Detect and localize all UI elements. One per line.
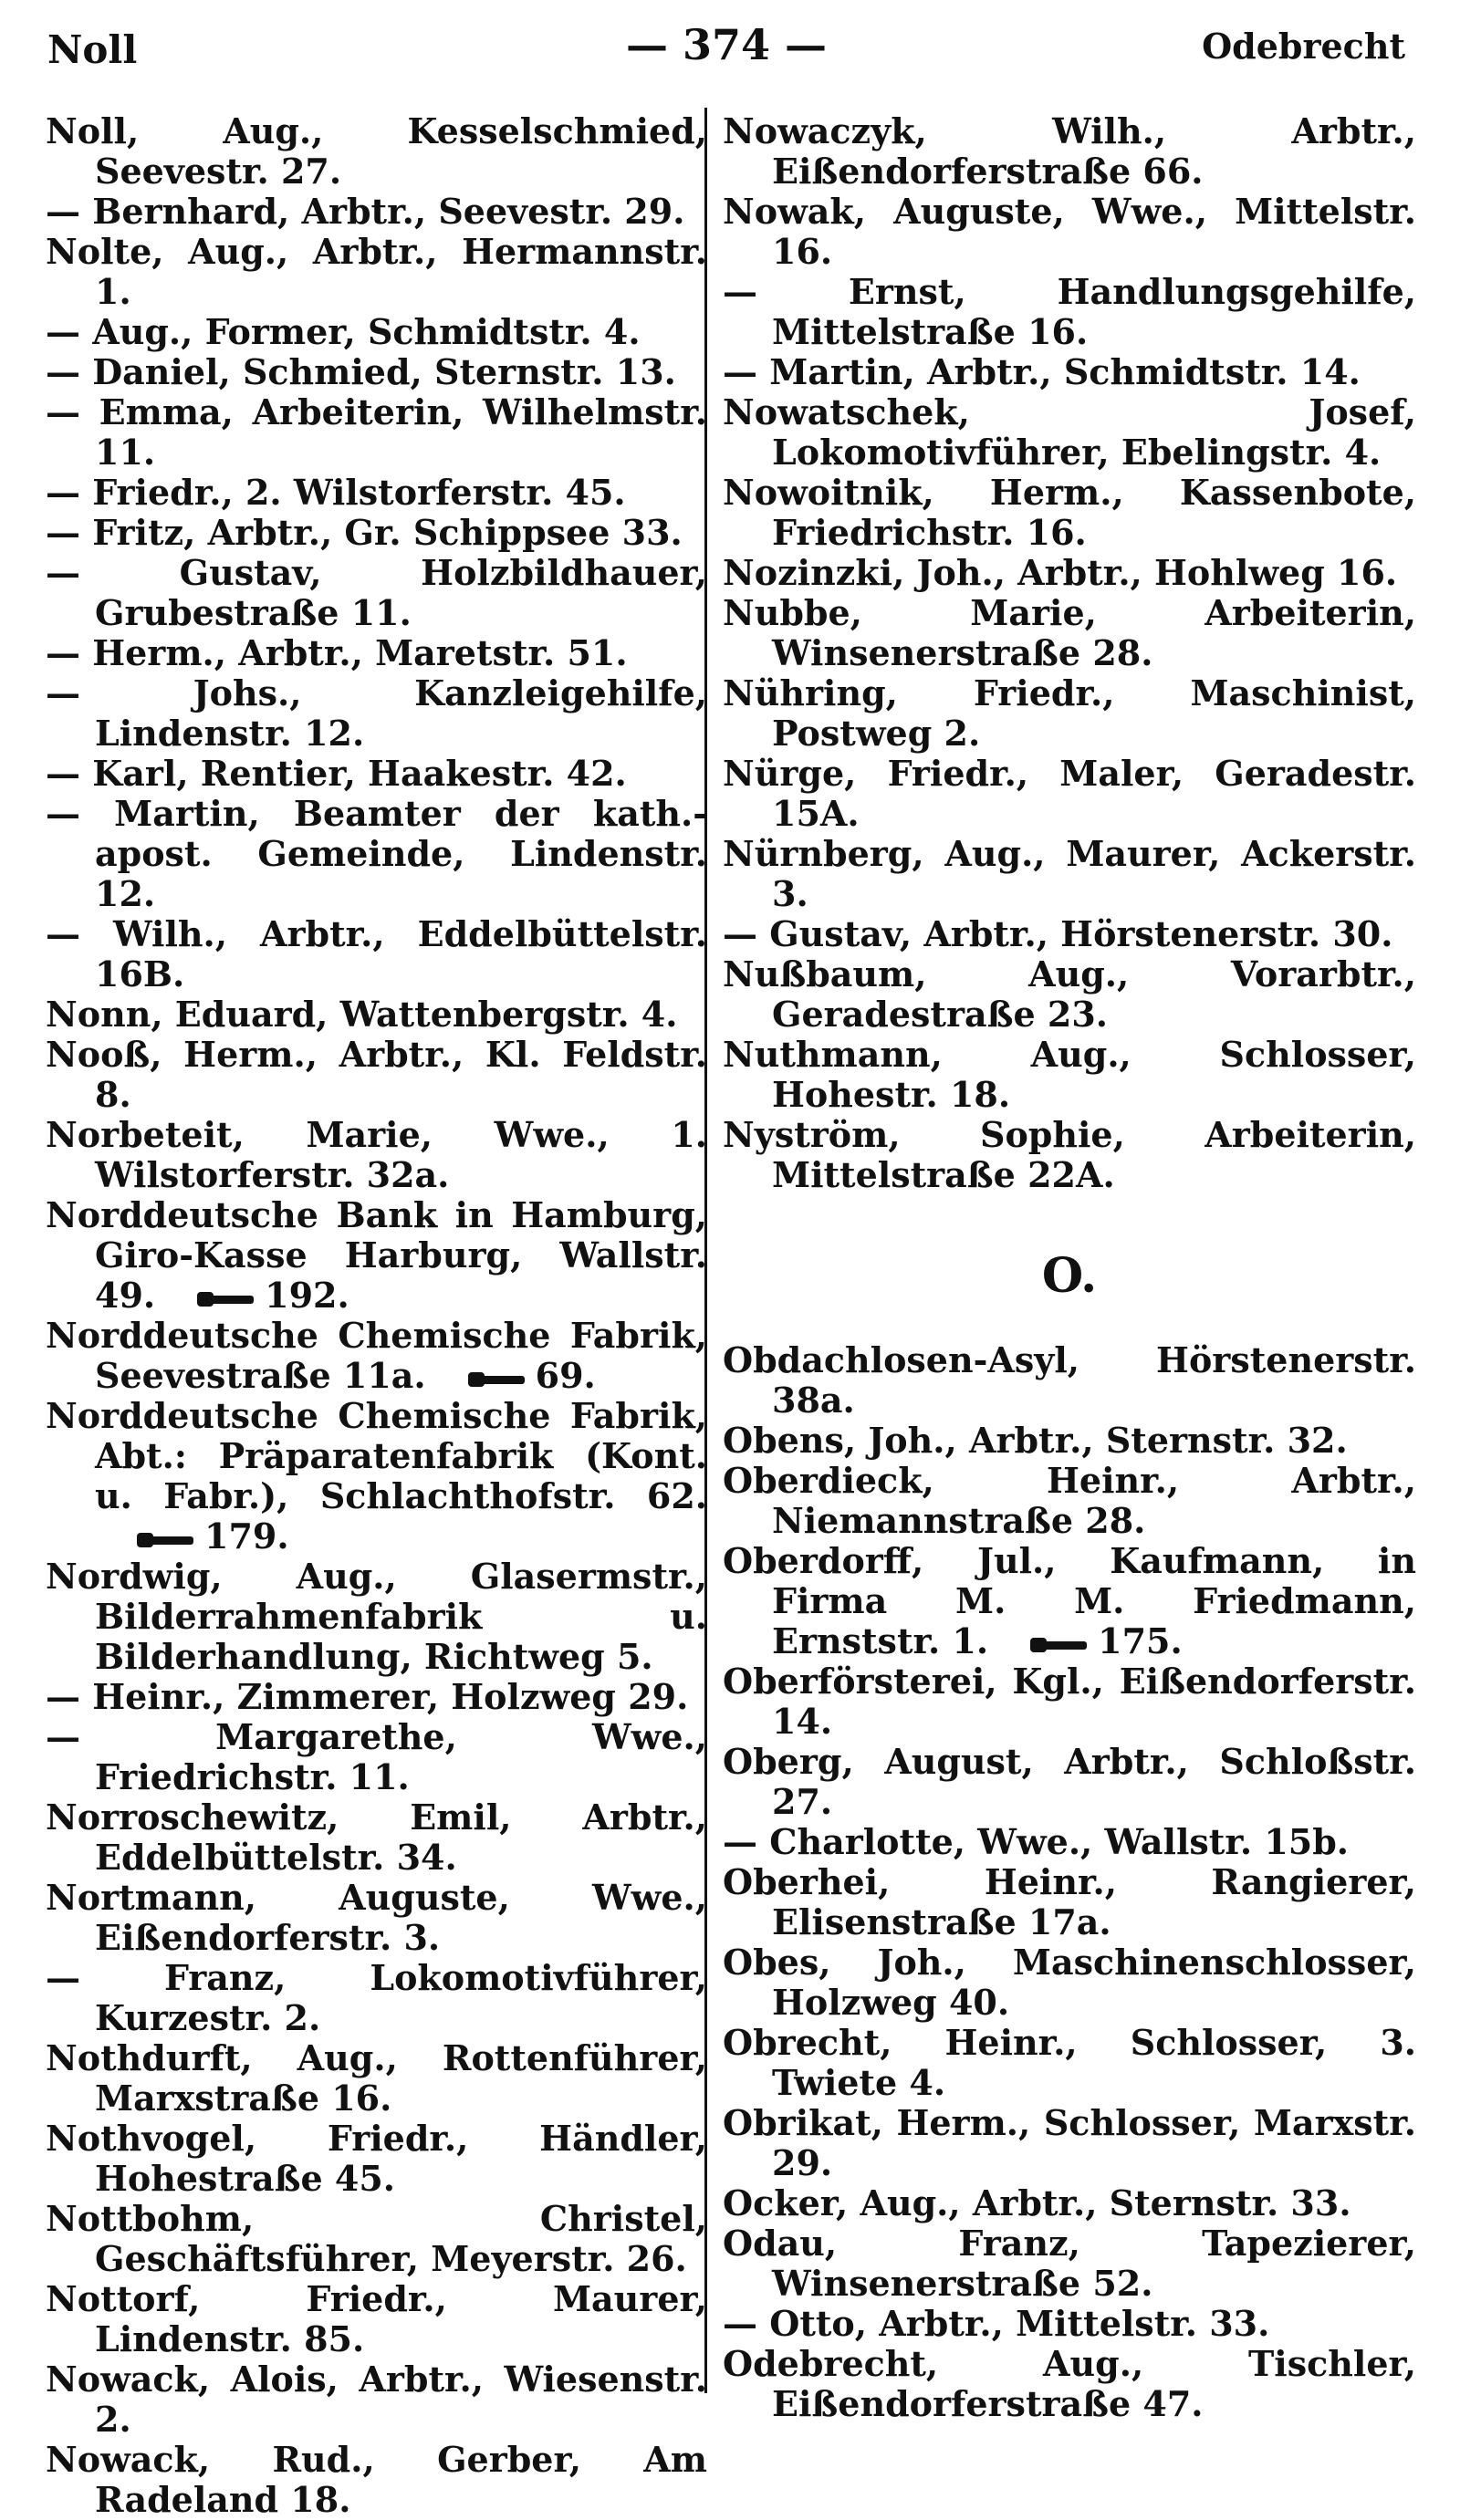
telephone-number: 192.: [265, 1275, 349, 1316]
entry-text: — Otto, Arbtr., Mittelstr. 33.: [723, 2303, 1270, 2344]
entry-text: Norbeteit, Marie, Wwe., 1. Wilstorferstr. 32a.: [46, 1114, 707, 1195]
directory-entry: [723, 593, 1416, 673]
telephone-icon: [1030, 1635, 1087, 1655]
directory-entry: [46, 1195, 707, 1316]
directory-entry: [723, 1541, 1416, 1661]
directory-entry: [46, 473, 707, 513]
telephone-number: 175.: [1098, 1620, 1183, 1661]
left-column: [46, 111, 707, 2520]
right-column: [723, 111, 1416, 2424]
entry-text: Oberförsterei, Kgl., Eißendorferstr. 14.: [723, 1661, 1416, 1742]
directory-entry: [723, 1035, 1416, 1115]
entry-text: Ocker, Aug., Arbtr., Sternstr. 33.: [723, 2182, 1351, 2223]
entry-text: Nozinzki, Joh., Arbtr., Hohlweg 16.: [723, 552, 1398, 593]
directory-entry: [46, 754, 707, 794]
directory-entry: [46, 994, 707, 1035]
entry-text: — Bernhard, Arbtr., Seevestr. 29.: [46, 191, 685, 232]
directory-entry: [723, 2223, 1416, 2304]
telephone-icon: [137, 1530, 193, 1550]
directory-entry: [46, 232, 707, 312]
entry-text: Nowaczyk, Wilh., Arbtr., Eißendorferstraße 66.: [723, 110, 1416, 192]
right-column-o-entries: [723, 1340, 1416, 2424]
directory-entry: [46, 553, 707, 633]
entry-text: — Gustav, Arbtr., Hörstenerstr. 30.: [723, 913, 1393, 954]
directory-entry: [46, 312, 707, 352]
directory-entry: [723, 192, 1416, 272]
page-number: — 374 —: [625, 20, 828, 69]
directory-entry: [46, 1396, 707, 1557]
directory-entry: [46, 1677, 707, 1717]
directory-entry: [723, 111, 1416, 192]
directory-entry: [723, 1942, 1416, 2023]
directory-entry: [723, 553, 1416, 593]
telephone-number: 69.: [535, 1355, 596, 1396]
entry-text: — Ernst, Handlungsgehilfe, Mittelstraße 16.: [723, 271, 1416, 352]
directory-entry: [723, 1742, 1416, 1822]
entry-text: Obrecht, Heinr., Schlosser, 3. Twiete 4.: [723, 2022, 1416, 2103]
entry-text: Nonn, Eduard, Wattenbergstr. 4.: [46, 994, 678, 1035]
entry-text: — Gustav, Holzbildhauer, Grubestraße 11.: [46, 552, 707, 633]
directory-entry: [46, 1035, 707, 1115]
entry-text: Nürnberg, Aug., Maurer, Ackerstr. 3.: [723, 833, 1416, 914]
directory-entry: [46, 2359, 707, 2440]
directory-entry: [723, 1822, 1416, 1862]
page-header: [47, 20, 1405, 75]
entry-text: Nooß, Herm., Arbtr., Kl. Feldstr. 8.: [46, 1034, 707, 1115]
directory-entry: [46, 111, 707, 192]
directory-entry: [723, 2344, 1416, 2424]
directory-entry: [46, 794, 707, 914]
directory-entry: [46, 392, 707, 473]
directory-entry: [46, 1557, 707, 1677]
entry-text: Nowak, Auguste, Wwe., Mittelstr. 16.: [723, 191, 1416, 272]
entry-text: Nothvogel, Friedr., Händler, Hohestraße 45.: [46, 2118, 707, 2199]
directory-entry: [723, 954, 1416, 1035]
entry-text: Obens, Joh., Arbtr., Sternstr. 32.: [723, 1420, 1348, 1461]
entry-text: Nolte, Aug., Arbtr., Hermannstr. 1.: [46, 231, 707, 312]
header-right-keyword: Odebrecht: [1202, 26, 1405, 67]
directory-entry: [46, 1797, 707, 1878]
entry-text: — Martin, Beamter der kath.-apost. Gemeinde, Lindenstr. 12.: [46, 793, 707, 914]
directory-entry: [46, 192, 707, 232]
entry-text: Norroschewitz, Emil, Arbtr., Eddelbüttelstr. 34.: [46, 1796, 707, 1878]
directory-entry: [723, 2103, 1416, 2183]
entry-text: Norddeutsche Bank in Hamburg, Giro-Kasse Harburg, Wallstr. 49.: [46, 1194, 707, 1316]
entry-text: — Wilh., Arbtr., Eddelbüttelstr. 16B.: [46, 913, 707, 994]
entry-text: Noll, Aug., Kesselschmied, Seevestr. 27.: [46, 110, 707, 192]
entry-text: Nubbe, Marie, Arbeiterin, Winsenerstraße 28.: [723, 592, 1416, 673]
entry-text: Norddeutsche Chemische Fabrik, Abt.: Präparatenfabrik (Kont. u. Fabr.), Schlachthofstr. 62.: [46, 1395, 707, 1516]
entry-text: Nowack, Rud., Gerber, Am Radeland 18.: [46, 2439, 707, 2520]
directory-entry: [46, 2038, 707, 2119]
entry-text: — Fritz, Arbtr., Gr. Schippsee 33.: [46, 512, 683, 553]
entry-text: — Franz, Lokomotivführer, Kurzestr. 2.: [46, 1957, 707, 2038]
directory-entry: [46, 1717, 707, 1797]
entry-text: Nußbaum, Aug., Vorarbtr., Geradestraße 23.: [723, 953, 1416, 1035]
entry-text: — Herm., Arbtr., Maretstr. 51.: [46, 632, 628, 673]
directory-entry: [46, 352, 707, 392]
entry-text: Oberg, August, Arbtr., Schloßstr. 27.: [723, 1741, 1416, 1822]
directory-entry: [46, 673, 707, 754]
entry-text: Nottbohm, Christel, Geschäftsführer, Meyerstr. 26.: [46, 2198, 707, 2279]
section-letter: O.: [1041, 1248, 1098, 1304]
entry-text: — Margarethe, Wwe., Friedrichstr. 11.: [46, 1716, 707, 1797]
entry-text: — Heinr., Zimmerer, Holzweg 29.: [46, 1676, 689, 1717]
directory-entry: [723, 1862, 1416, 1942]
entry-text: Oberdieck, Heinr., Arbtr., Niemannstraße 28.: [723, 1460, 1416, 1541]
directory-entry: [723, 673, 1416, 754]
directory-entry: [723, 392, 1416, 473]
entry-text: Nothdurft, Aug., Rottenführer, Marxstraße 16.: [46, 2037, 707, 2119]
entry-text: Nowatschek, Josef, Lokomotivführer, Ebelingstr. 4.: [723, 391, 1416, 473]
entry-text: Obrikat, Herm., Schlosser, Marxstr. 29.: [723, 2102, 1416, 2183]
directory-entry: [723, 1661, 1416, 1742]
directory-entry: [46, 2199, 707, 2279]
directory-entry: [723, 914, 1416, 954]
entry-text: — Friedr., 2. Wilstorferstr. 45.: [46, 472, 626, 513]
entry-text: Nuthmann, Aug., Schlosser, Hohestr. 18.: [723, 1034, 1416, 1115]
entry-text: Nowack, Alois, Arbtr., Wiesenstr. 2.: [46, 2359, 707, 2440]
right-column-n-entries: [723, 111, 1416, 1195]
entry-text: Nürge, Friedr., Maler, Geradestr. 15A.: [723, 753, 1416, 834]
entry-text: — Martin, Arbtr., Schmidtstr. 14.: [723, 351, 1361, 392]
directory-entry: [46, 1115, 707, 1195]
entry-text: Nowoitnik, Herm., Kassenbote, Friedrichstr. 16.: [723, 472, 1416, 553]
entry-text: — Charlotte, Wwe., Wallstr. 15b.: [723, 1821, 1350, 1862]
entry-text: Obes, Joh., Maschinenschlosser, Holzweg 40.: [723, 1942, 1416, 2023]
telephone-number: 179.: [204, 1515, 289, 1557]
entry-text: — Emma, Arbeiterin, Wilhelmstr. 11.: [46, 391, 707, 473]
directory-entry: [723, 1421, 1416, 1461]
entry-text: Nühring, Friedr., Maschinist, Postweg 2.: [723, 672, 1416, 754]
entry-text: Nortmann, Auguste, Wwe., Eißendorferstr. 3.: [46, 1877, 707, 1958]
directory-entry: [723, 834, 1416, 914]
entry-text: Odau, Franz, Tapezierer, Winsenerstraße 52.: [723, 2223, 1416, 2304]
telephone-icon: [468, 1369, 525, 1390]
directory-entry: [46, 1316, 707, 1396]
directory-entry: [723, 1340, 1416, 1421]
directory-entry: [723, 473, 1416, 553]
entry-text: — Aug., Former, Schmidtstr. 4.: [46, 311, 641, 352]
directory-entry: [46, 2440, 707, 2520]
directory-entry: [46, 513, 707, 553]
directory-entry: [46, 2279, 707, 2359]
entry-text: — Johs., Kanzleigehilfe, Lindenstr. 12.: [46, 672, 707, 754]
entry-text: Nordwig, Aug., Glasermstr., Bilderrahmenfabrik u. Bilderhandlung, Richtweg 5.: [46, 1556, 707, 1677]
directory-entry: [46, 1958, 707, 2038]
telephone-icon: [197, 1289, 254, 1309]
directory-entry: [46, 633, 707, 673]
entry-text: Norddeutsche Chemische Fabrik, Seevestraße 11a.: [46, 1315, 707, 1396]
entry-text: Oberdorff, Jul., Kaufmann, in Firma M. M. Friedmann, Ernststr. 1.: [723, 1540, 1416, 1661]
directory-entry: [46, 914, 707, 994]
directory-entry: [723, 272, 1416, 352]
directory-entry: [723, 2183, 1416, 2223]
directory-entry: [723, 2023, 1416, 2103]
entry-text: Odebrecht, Aug., Tischler, Eißendorferstraße 47.: [723, 2343, 1416, 2424]
directory-entry: [723, 2304, 1416, 2344]
directory-entry: [723, 352, 1416, 392]
entry-text: Nottorf, Friedr., Maurer, Lindenstr. 85.: [46, 2278, 707, 2359]
entry-text: Nyström, Sophie, Arbeiterin, Mittelstraße 22A.: [723, 1114, 1416, 1195]
directory-entry: [723, 1461, 1416, 1541]
directory-entry: [46, 1878, 707, 1958]
entry-text: — Karl, Rentier, Haakestr. 42.: [46, 753, 627, 794]
directory-entry: [723, 1115, 1416, 1195]
header-left-keyword: Noll: [47, 27, 138, 72]
directory-entry: [46, 2119, 707, 2199]
entry-text: Oberhei, Heinr., Rangierer, Elisenstraße 17a.: [723, 1861, 1416, 1942]
directory-entry: [723, 754, 1416, 834]
entry-text: Obdachlosen-Asyl, Hörstenerstr. 38a.: [723, 1339, 1416, 1421]
entry-text: — Daniel, Schmied, Sternstr. 13.: [46, 351, 676, 392]
